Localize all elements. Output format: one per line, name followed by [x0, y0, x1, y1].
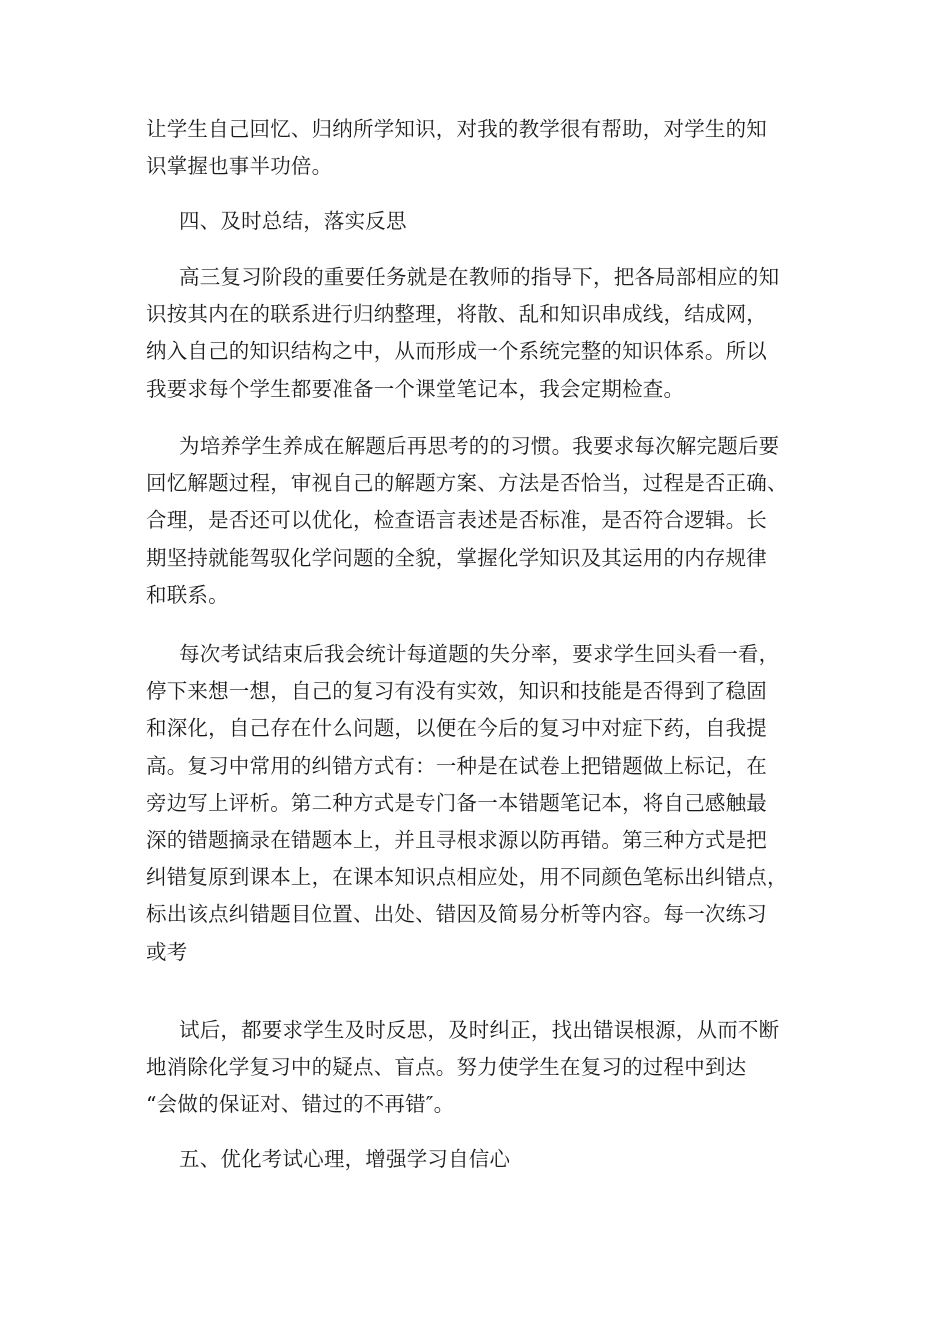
heading-text: 五、优化考试心理，增强学习自信心	[179, 1147, 511, 1171]
text-line: 停下来想一想，自己的复习有没有实效，知识和技能是否得到了稳固	[146, 679, 767, 704]
paragraph	[146, 1012, 806, 1124]
text-line: 和深化，自己存在什么问题，以便在今后的复习中对症下药，自我提	[146, 716, 767, 741]
text-line: 每次考试结束后我会统计每道题的失分率，要求学生回头看一看，	[179, 642, 780, 666]
text-line: 期坚持就能驾驭化学问题的全貌，掌握化学知识及其运用的内存规律	[146, 545, 767, 570]
text-line: 我要求每个学生都要准备一个课堂笔记本，我会定期检查。	[146, 376, 685, 401]
text-line: 深的错题摘录在错题本上，并且寻根求源以防再错。第三种方式是把	[146, 828, 767, 853]
text-line: 识按其内在的联系进行归纳整理，将散、乱和知识串成线，结成网，	[146, 302, 767, 327]
text-line: 纳入自己的知识结构之中，从而形成一个系统完整的知识体系。所以	[146, 339, 767, 364]
text-line: “会做的保证对、错过的不再错″。	[146, 1092, 455, 1117]
text-line: 或考	[146, 939, 188, 964]
heading-text: 四、及时总结，落实反思	[179, 209, 407, 233]
text-line: 高三复习阶段的重要任务就是在教师的指导下，把各局部相应的知	[179, 265, 780, 289]
text-line: 纠错复原到课本上，在课本知识点相应处，用不同颜色笔标出纠错点，	[146, 865, 788, 890]
text-line: 和联系。	[146, 582, 229, 607]
text-line: 旁边写上评析。第二种方式是专门备一本错题笔记本，将自己感触最	[146, 790, 767, 815]
section-heading-5	[146, 1141, 806, 1178]
text-line: 让学生自己回忆、归纳所学知识，对我的教学很有帮助，对学生的知	[146, 117, 767, 141]
paragraph-continuation	[146, 111, 806, 185]
text-line: 标出该点纠错题目位置、出处、错因及简易分析等内容。每一次练习	[146, 902, 767, 927]
paragraph	[146, 636, 806, 971]
section-heading-4	[146, 203, 806, 240]
text-line: 地消除化学复习中的疑点、盲点。努力使学生在复习的过程中到达	[146, 1055, 747, 1080]
text-line: 识掌握也事半功倍。	[146, 154, 333, 179]
text-line: 高。复习中常用的纠错方式有：一种是在试卷上把错题做上标记，在	[146, 753, 767, 778]
text-line: 为培养学生养成在解题后再思考的的习惯。我要求每次解完题后要	[179, 434, 780, 458]
text-line: 合理，是否还可以优化，检查语言表述是否标准，是否符合逻辑。长	[146, 508, 767, 533]
text-line: 试后，都要求学生及时反思，及时纠正，找出错误根源，从而不断	[179, 1018, 780, 1042]
paragraph	[146, 259, 806, 408]
paragraph	[146, 428, 806, 614]
text-line: 回忆解题过程，审视自己的解题方案、方法是否恰当，过程是否正确、	[146, 471, 788, 496]
